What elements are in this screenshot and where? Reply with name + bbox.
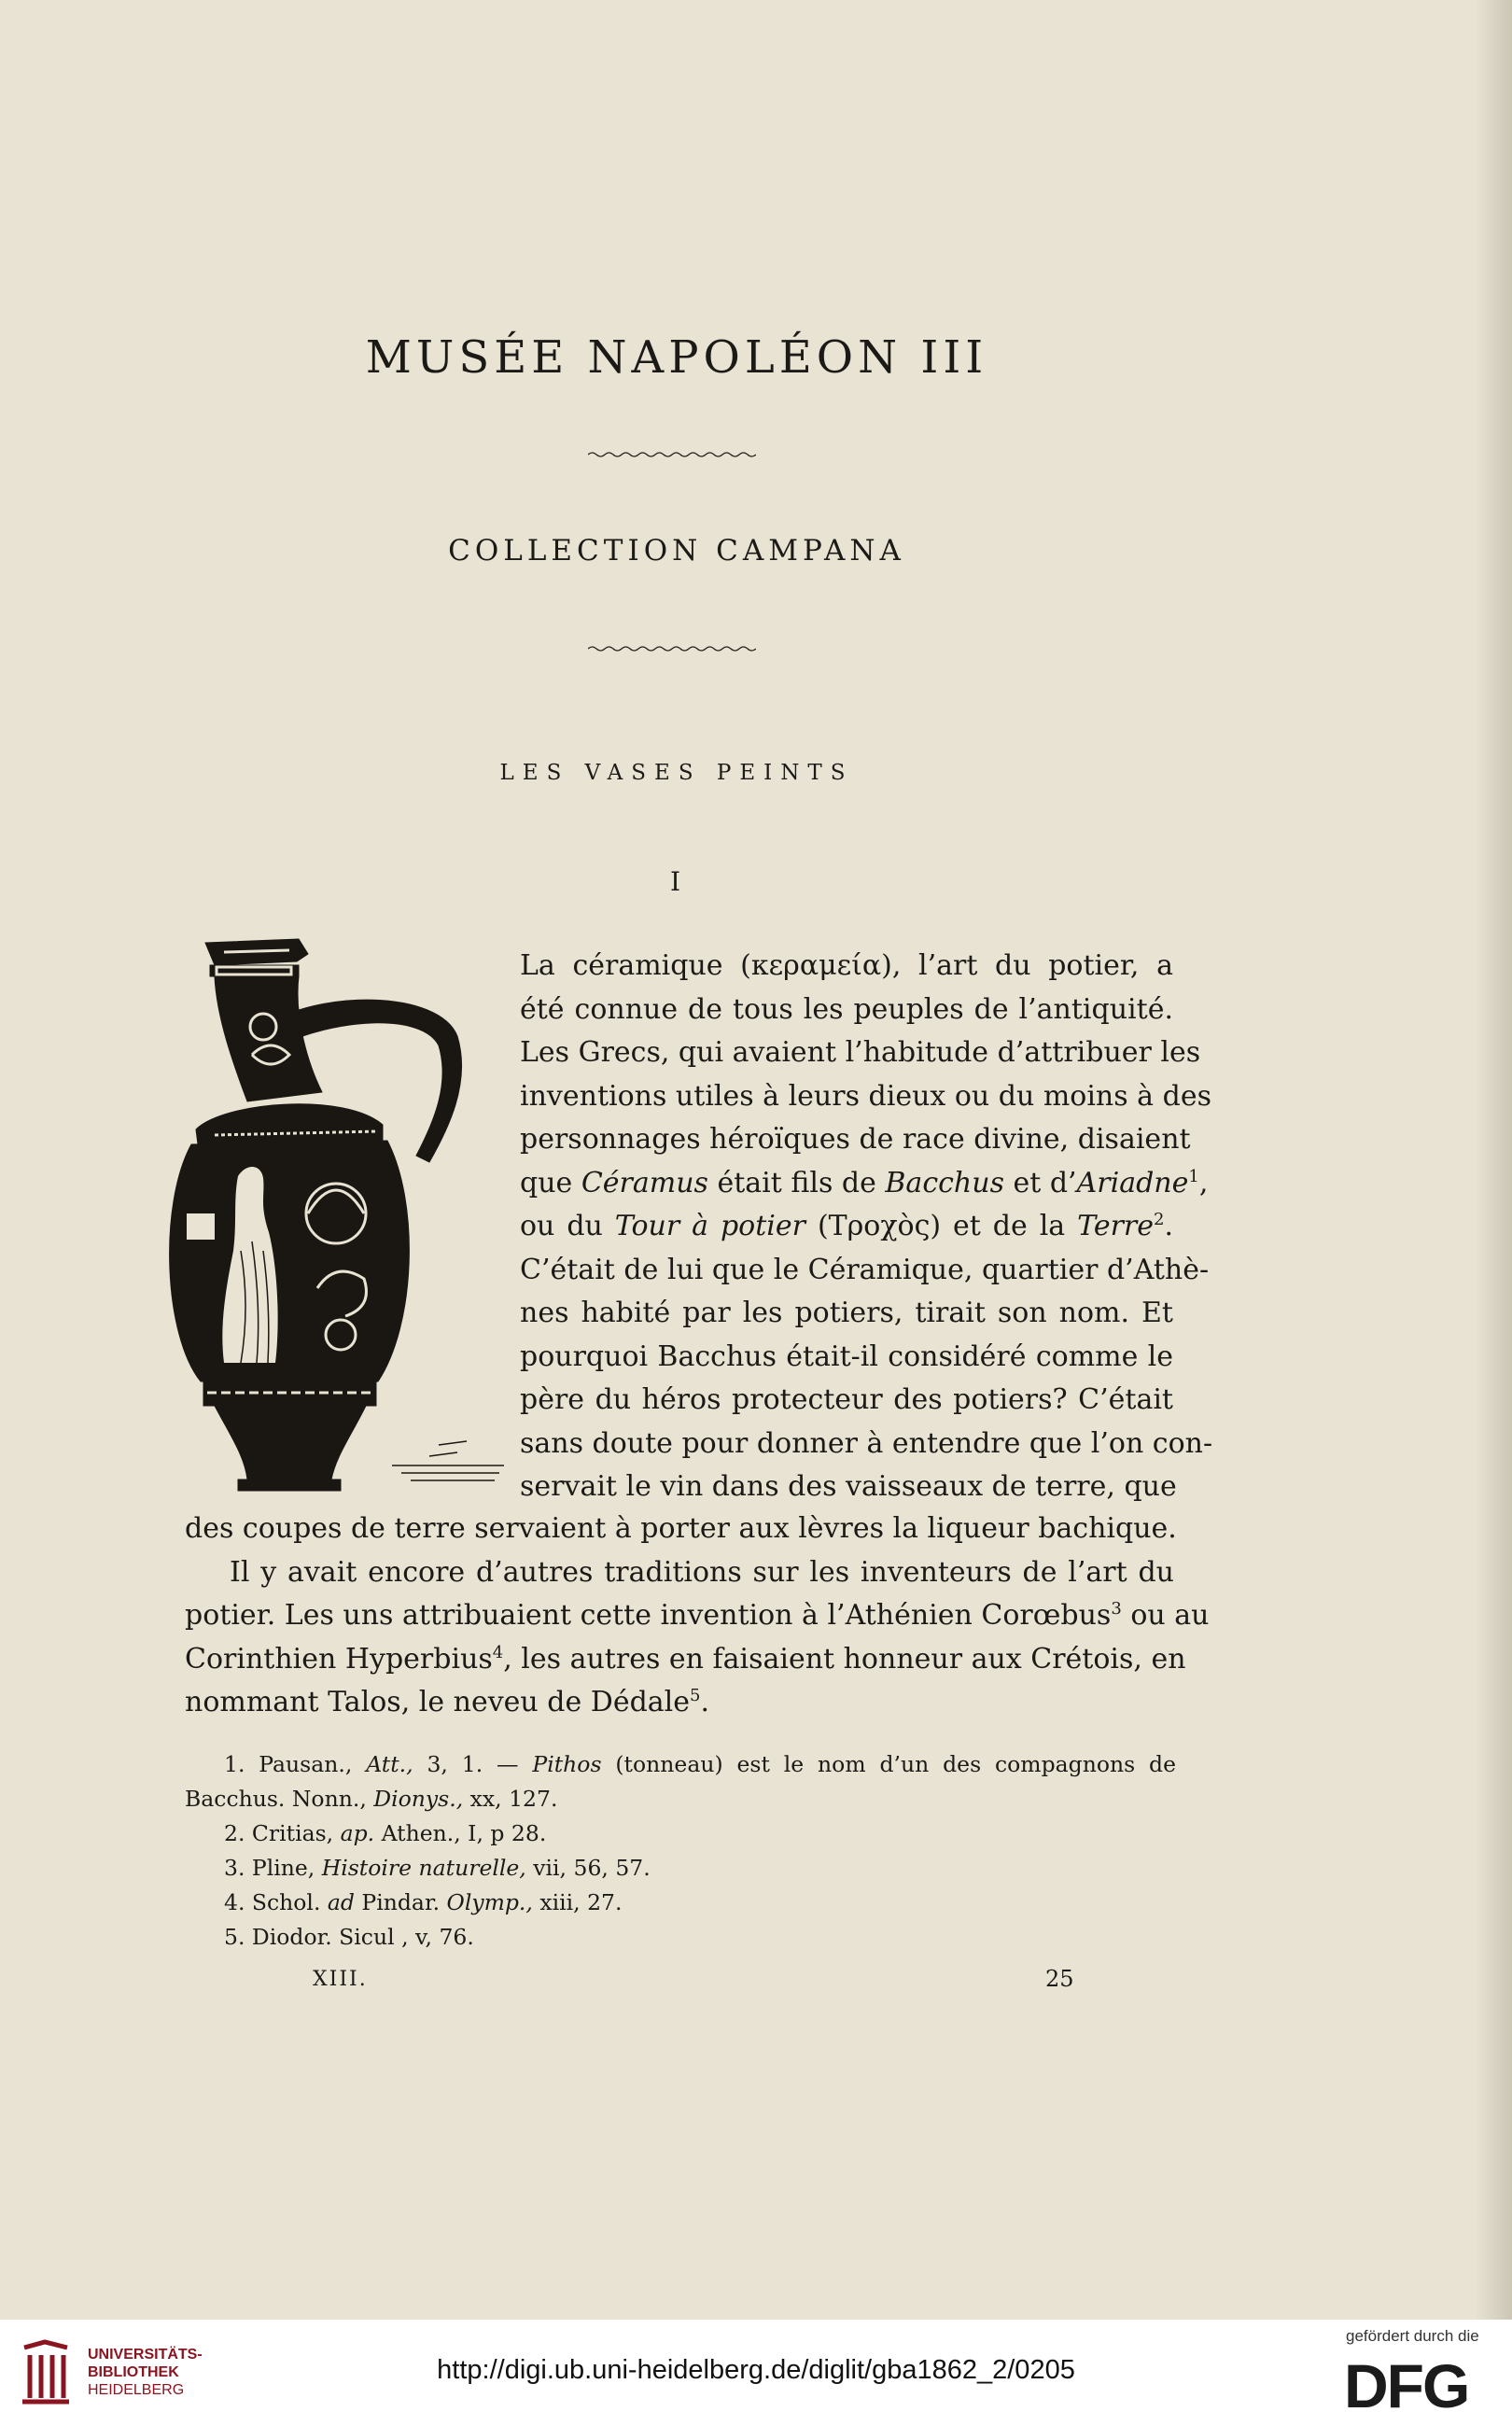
text-line: Il y avait encore d’autres traditions sur les inventeurs de l’art du (230, 1555, 1174, 1589)
text-line: La céramique (κεραμεία), l’art du potier, a (520, 949, 1173, 982)
paragraph-continued (185, 1507, 1210, 1725)
footnote-ref: 4 (492, 1642, 504, 1662)
section-title: LES VASES PEINTS (499, 761, 854, 785)
text-line: C’était de lui que le Céramique, quartier d’Athè- (520, 1253, 1210, 1286)
paragraph-intro (520, 945, 1213, 1509)
text-line: inventions utiles à leurs dieux ou du moins à des (520, 1079, 1211, 1113)
document-url-link[interactable]: http://digi.ub.uni-heidelberg.de/diglit/gba1862_2/0205 (437, 2355, 1075, 2385)
text-line: nes habité par les potiers, tirait son nom. Et (520, 1297, 1173, 1329)
text-line: été connue de tous les peuples de l’antiquité. (520, 992, 1173, 1026)
text-line: personnages héroïques de race divine, disaient (520, 1123, 1191, 1156)
footnote-4: 4. Schol. ad Pindar. Olymp., xiii, 27. (224, 1889, 623, 1915)
wavy-divider (588, 644, 756, 653)
text-line: pourquoi Bacchus était-il considéré comme le (520, 1339, 1173, 1373)
page-edge-shadow (1475, 0, 1512, 2320)
footnote-2: 2. Critias, ap. Athen., I, p 28. (224, 1820, 547, 1846)
collection-subtitle: COLLECTION CAMPANA (448, 534, 905, 568)
text-line: des coupes de terre servaient à porter aux lèvres la liqueur bachique. (185, 1512, 1177, 1545)
text-line: potier. Les uns attribuaient cette invention à l’Athénien Corœbus$^3$ ou au (185, 1599, 1210, 1632)
footnote-ref: 2 (1154, 1210, 1165, 1229)
text-line: Les Grecs, qui avaient l’habitude d’attribuer les (520, 1036, 1201, 1069)
text-line: père du héros protecteur des potiers? C’était (520, 1383, 1173, 1416)
text-line: Corinthien Hyperbius$^4$, les autres en faisaient honneur aux Crétois, en (185, 1642, 1186, 1676)
text-line: ou du Tour à potier (Τροχὸς) et de la Terre$^2$. (520, 1210, 1174, 1242)
text-line: nommant Talos, le neveu de Dédale$^5$. (185, 1686, 710, 1718)
wavy-divider (588, 450, 756, 459)
footnote-ref: 5 (690, 1686, 701, 1705)
footnote-ref: 1 (1188, 1166, 1199, 1186)
footnotes (185, 1747, 1176, 1955)
footnote-5: 5. Diodor. Sicul , v, 76. (224, 1924, 474, 1950)
footnote-1-cont: Bacchus. Nonn., Dionys., xx, 127. (185, 1786, 558, 1812)
vase-illustration (159, 933, 504, 1503)
page-number: 25 (1045, 1966, 1074, 1992)
dfg-logo: DFG (1344, 2351, 1469, 2420)
library-footer-bar (0, 2320, 1512, 2426)
text-line: que Céramus était fils de Bacchus et d’Ariadne$^1$, (520, 1166, 1209, 1199)
page-title: MUSÉE NAPOLÉON III (365, 331, 988, 384)
footnote-1: 1. Pausan., Att., 3, 1. — Pithos (tonneau) est le nom d’un des compagnons de (224, 1751, 1176, 1777)
library-name: UNIVERSITÄTS- BIBLIOTHEK HEIDELBERG (88, 2347, 203, 2398)
chapter-number: I (669, 866, 684, 897)
text-line: sans doute pour donner à entendre que l’on con- (520, 1426, 1213, 1460)
text-line: servait le vin dans des vaisseaux de terre, que (520, 1470, 1177, 1503)
printer-signature: XIII. (313, 1968, 368, 1991)
footnote-ref: 3 (1111, 1599, 1122, 1619)
funding-caption: gefördert durch die (1346, 2327, 1479, 2345)
footnote-3: 3. Pline, Histoire naturelle, vii, 56, 57. (224, 1855, 651, 1881)
